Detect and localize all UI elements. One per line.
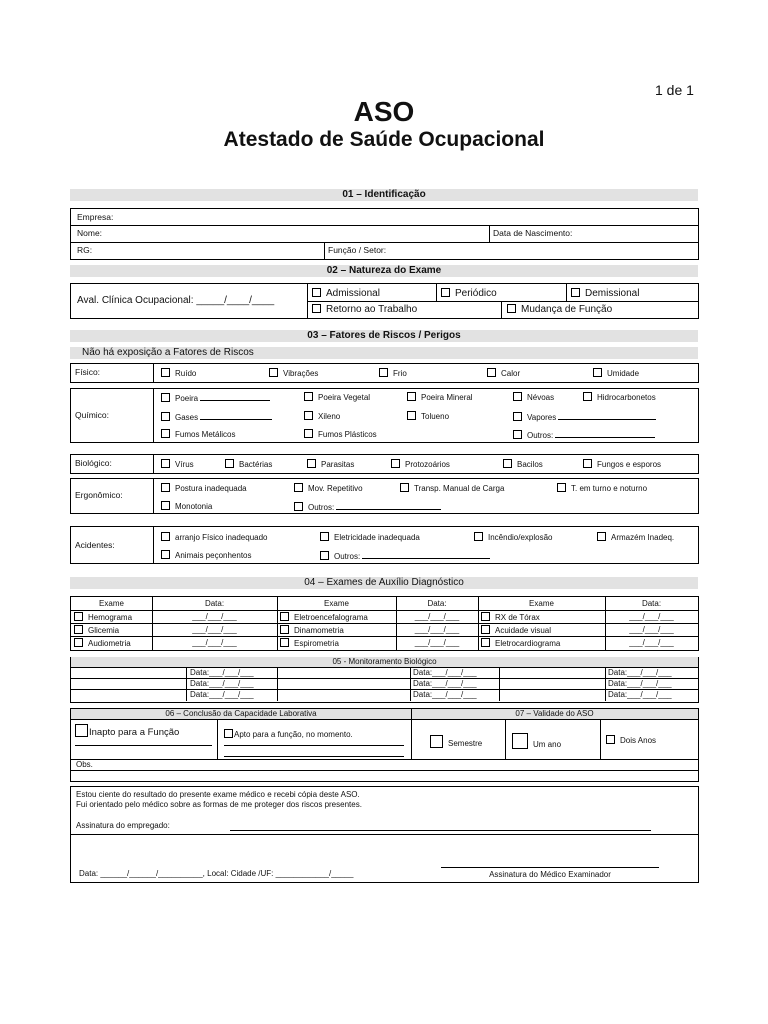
admissional-option[interactable]: Admissional <box>312 288 380 299</box>
ciente-line-1: Estou ciente do resultado do presente exame médico e recebi cópia deste ASO. <box>76 790 360 799</box>
monit-date-field[interactable]: Data:___/___/___ <box>190 668 254 677</box>
monit-date-field[interactable]: Data:___/___/___ <box>608 690 672 699</box>
monit-date-field[interactable]: Data:___/___/___ <box>413 679 477 688</box>
monit-date-field[interactable]: Data:___/___/___ <box>190 690 254 699</box>
col-exame-header: Exame <box>99 599 124 608</box>
mov-repetitivo-option[interactable]: Mov. Repetitivo <box>294 483 363 493</box>
hemograma-option[interactable]: Hemograma <box>74 612 132 622</box>
armazem-option[interactable]: Armazém Inadeq. <box>597 532 674 542</box>
quimico-row <box>70 388 699 443</box>
umidade-option[interactable]: Umidade <box>593 368 639 378</box>
date-field[interactable]: ___/___/___ <box>629 612 674 621</box>
um-ano-option[interactable]: Um ano <box>512 733 561 749</box>
ergonomico-outros-option[interactable]: Outros: <box>294 501 441 512</box>
ciente-box <box>70 786 699 883</box>
assinatura-empregado-label: Assinatura do empregado: <box>76 821 170 830</box>
eletroencefalograma-option[interactable]: Eletroencefalograma <box>280 612 368 622</box>
monit-date-field[interactable]: Data:___/___/___ <box>413 668 477 677</box>
demissional-option[interactable]: Demissional <box>571 288 639 299</box>
glicemia-option[interactable]: Glicemia <box>74 625 119 635</box>
fisico-row <box>70 363 699 383</box>
exames-table <box>70 596 699 651</box>
funcao-field[interactable]: Função / Setor: <box>328 245 387 255</box>
dois-anos-option[interactable]: Dois Anos <box>606 735 656 745</box>
mudanca-option[interactable]: Mudança de Função <box>507 304 612 315</box>
apto-option[interactable]: Apto para a função, no momento. <box>224 729 353 739</box>
aval-clinica-field[interactable]: Aval. Clínica Ocupacional: _____/____/____ <box>77 295 275 306</box>
data-nascimento-field[interactable]: Data de Nascimento: <box>493 228 573 238</box>
turno-noturno-option[interactable]: T. em turno e noturno <box>557 483 647 493</box>
page-title: ASO <box>353 96 415 127</box>
dinamometria-option[interactable]: Dinamometria <box>280 625 344 635</box>
transp-manual-option[interactable]: Transp. Manual de Carga <box>400 483 504 493</box>
ergonomico-label: Ergonômico: <box>75 490 123 500</box>
vibracoes-option[interactable]: Vibrações <box>269 368 318 378</box>
rg-field[interactable]: RG: <box>77 245 93 255</box>
acidentes-label: Acidentes: <box>75 540 115 550</box>
ruido-option[interactable]: Ruído <box>161 368 196 378</box>
vapores-option[interactable]: Vapores <box>513 411 656 422</box>
monitoramento-table <box>70 657 699 703</box>
calor-option[interactable]: Calor <box>487 368 520 378</box>
bacilos-option[interactable]: Bacilos <box>503 459 543 469</box>
espirometria-option[interactable]: Espirometria <box>280 638 339 648</box>
gases-option[interactable]: Gases <box>161 411 272 422</box>
fungos-option[interactable]: Fungos e esporos <box>583 459 661 469</box>
nome-field[interactable]: Nome: <box>77 228 103 238</box>
parasitas-option[interactable]: Parasitas <box>307 459 354 469</box>
date-field[interactable]: ___/___/___ <box>414 612 460 621</box>
hidrocarbonetos-option[interactable]: Hidrocarbonetos <box>583 392 656 402</box>
acuidade-visual-option[interactable]: Acuidade visual <box>481 625 551 635</box>
periodico-checkbox[interactable] <box>441 288 450 297</box>
date-field[interactable]: ___/___/___ <box>414 625 460 634</box>
section-07-title: 07 – Validade do ASO <box>515 709 594 718</box>
section-05-title: 05 - Monitoramento Biológico <box>332 657 437 666</box>
assinatura-medico-label: Assinatura do Médico Examinador <box>489 870 611 879</box>
col-exame-header: Exame <box>324 599 349 608</box>
section-01-title: 01 – Identificação <box>70 189 698 201</box>
section-06-title: 06 – Conclusão da Capacidade Laborativa <box>165 709 317 718</box>
audiometria-option[interactable]: Audiometria <box>74 638 131 648</box>
demissional-checkbox[interactable] <box>571 288 580 297</box>
poeira-vegetal-option[interactable]: Poeira Vegetal <box>304 392 370 402</box>
data-local-field[interactable]: Data: ______/______/__________, Local: Cidade /UF: ____________/_____ <box>79 869 354 878</box>
date-field[interactable]: ___/___/___ <box>629 625 674 634</box>
periodico-option[interactable]: Periódico <box>441 288 497 299</box>
section-03-title: 03 – Fatores de Riscos / Perigos <box>70 330 698 342</box>
mudanca-checkbox[interactable] <box>507 304 516 313</box>
rx-torax-option[interactable]: RX de Tórax <box>481 612 540 622</box>
date-field[interactable]: ___/___/___ <box>192 638 237 647</box>
conclusao-validade-box <box>70 708 699 782</box>
monit-date-field[interactable]: Data:___/___/___ <box>608 679 672 688</box>
date-field[interactable]: ___/___/___ <box>414 638 460 647</box>
date-field[interactable]: ___/___/___ <box>192 625 237 634</box>
incendio-option[interactable]: Incêndio/explosão <box>474 532 553 542</box>
retorno-checkbox[interactable] <box>312 304 321 313</box>
postura-option[interactable]: Postura inadequada <box>161 483 247 493</box>
eletricidade-option[interactable]: Eletricidade inadequada <box>320 532 420 542</box>
xileno-option[interactable]: Xileno <box>304 411 340 421</box>
poeira-mineral-option[interactable]: Poeira Mineral <box>407 392 473 402</box>
inapto-option[interactable]: Inapto para a Função <box>75 724 179 738</box>
quimico-outros-option[interactable]: Outros: <box>513 429 655 440</box>
col-data-header: Data: <box>641 599 662 608</box>
date-field[interactable]: ___/___/___ <box>192 612 237 621</box>
monit-date-field[interactable]: Data:___/___/___ <box>190 679 254 688</box>
obs-field[interactable]: Obs. <box>76 760 93 769</box>
empresa-field[interactable]: Empresa: <box>77 212 114 222</box>
assinatura-empregado-line[interactable] <box>230 830 651 831</box>
fumos-metalicos-option[interactable]: Fumos Metálicos <box>161 429 235 439</box>
admissional-checkbox[interactable] <box>312 288 321 297</box>
retorno-option[interactable]: Retorno ao Trabalho <box>312 304 417 315</box>
monotonia-option[interactable]: Monotonia <box>161 501 212 511</box>
acidentes-row <box>70 526 699 564</box>
section-02-title: 02 – Natureza do Exame <box>70 265 698 277</box>
ciente-line-2: Fui orientado pelo médico sobre as formas de me proteger dos riscos presentes. <box>76 800 362 809</box>
virus-option[interactable]: Vírus <box>161 459 194 469</box>
frio-option[interactable]: Frio <box>379 368 407 378</box>
ergonomico-row <box>70 478 699 514</box>
arranjo-option[interactable]: arranjo Físico inadequado <box>161 532 268 542</box>
col-data-header: Data: <box>204 599 225 608</box>
protozoarios-option[interactable]: Protozoários <box>391 459 450 469</box>
assinatura-medico-line[interactable] <box>441 867 659 868</box>
biologico-label: Biológico: <box>75 458 112 468</box>
semestre-option[interactable]: Semestre <box>430 735 482 748</box>
monit-date-field[interactable]: Data:___/___/___ <box>413 690 477 699</box>
tolueno-option[interactable]: Tolueno <box>407 411 449 421</box>
page-subtitle: Atestado de Saúde Ocupacional <box>223 128 545 151</box>
page-number: 1 de 1 <box>655 82 694 98</box>
exam-nature-box <box>70 283 699 319</box>
section-04-title: 04 – Exames de Auxílio Diagnóstico <box>70 577 698 589</box>
nevoas-option[interactable]: Névoas <box>513 392 554 402</box>
monit-date-field[interactable]: Data:___/___/___ <box>608 668 672 677</box>
identification-box <box>70 208 699 260</box>
quimico-label: Químico: <box>75 410 110 420</box>
bacterias-option[interactable]: Bactérias <box>225 459 272 469</box>
fumos-plasticos-option[interactable]: Fumos Plásticos <box>304 429 377 439</box>
col-exame-header: Exame <box>529 599 554 608</box>
col-data-header: Data: <box>427 599 447 608</box>
animais-option[interactable]: Animais peçonhentos <box>161 550 252 560</box>
acidentes-outros-option[interactable]: Outros: <box>320 550 490 561</box>
eletrocardiograma-option[interactable]: Eletrocardiograma <box>481 638 560 648</box>
fisico-label: Físico: <box>75 367 101 377</box>
date-field[interactable]: ___/___/___ <box>629 638 674 647</box>
nao-ha-exposicao[interactable]: Não há exposição a Fatores de Riscos <box>70 347 698 359</box>
poeira-option[interactable]: Poeira <box>161 392 270 403</box>
biologico-row <box>70 454 699 474</box>
